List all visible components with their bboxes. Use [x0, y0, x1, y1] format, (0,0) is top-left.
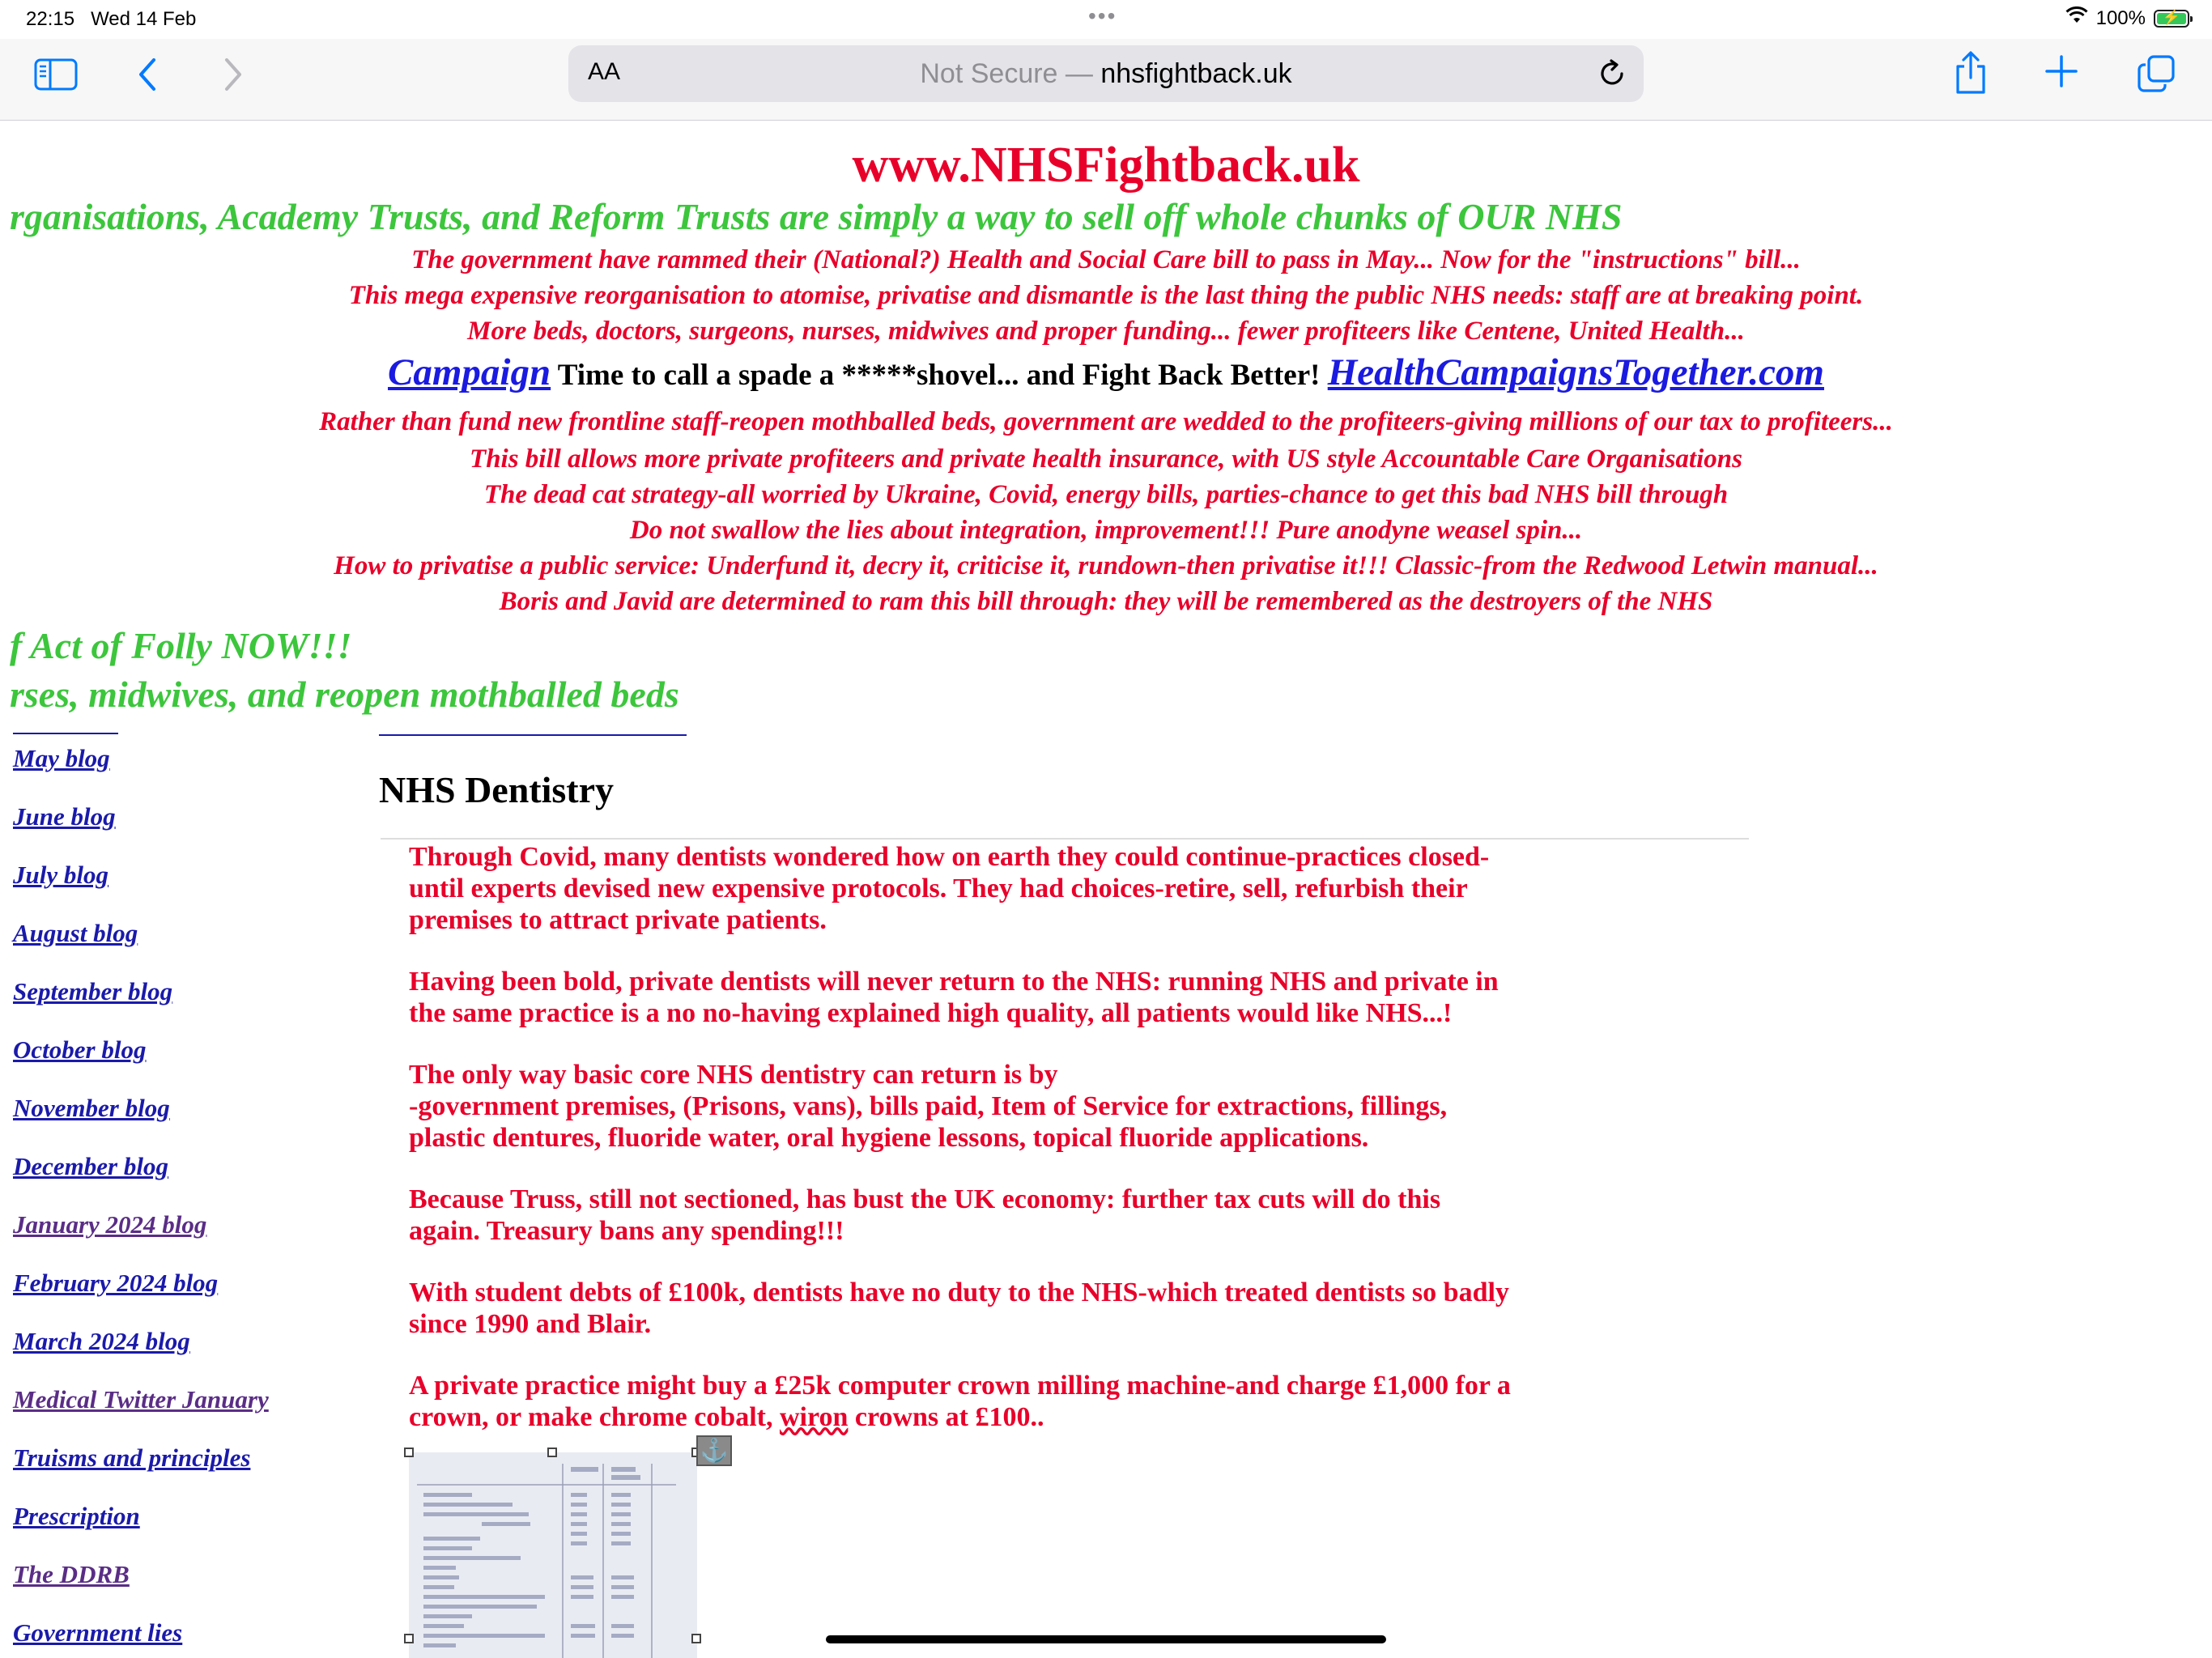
clock-date: Wed 14 Feb: [91, 8, 197, 30]
paragraph-line: -government premises, (Prisons, vans), bills paid, Item of Service for extractions, fillings,: [409, 1091, 1448, 1121]
red-line-9: Boris and Javid are determined to ram this bill through: they will be remembered as the destroyers of the NHS: [499, 587, 1713, 616]
url-display[interactable]: [568, 58, 1644, 90]
marquee-green-3: rses, midwives, and reopen mothballed beds: [10, 674, 679, 715]
sidebar-link[interactable]: July blog: [13, 861, 108, 889]
paragraph-line: premises to attract private patients.: [409, 905, 827, 935]
sidebar-link[interactable]: March 2024 blog: [13, 1327, 190, 1355]
back-icon[interactable]: [138, 57, 157, 92]
paragraph-line: The only way basic core NHS dentistry can return is by: [409, 1060, 1058, 1090]
paragraph-line: Having been bold, private dentists will never return to the NHS: running NHS and private in: [409, 967, 1499, 997]
clipped-sidebar-link[interactable]: [13, 720, 118, 734]
dentistry-body: [409, 841, 1753, 1463]
health-campaigns-link[interactable]: HealthCampaignsTogether.com: [1327, 351, 1824, 393]
sidebar-link[interactable]: January 2024 blog: [13, 1210, 207, 1239]
url-domain: nhsfightback.uk: [1100, 58, 1292, 89]
sidebar-link[interactable]: Medical Twitter January: [13, 1385, 269, 1414]
scanned-document: [409, 1452, 697, 1658]
multitasking-dots[interactable]: •••: [1088, 3, 1117, 28]
battery-percent: 100%: [2095, 6, 2146, 29]
resize-handle-tl[interactable]: [404, 1448, 414, 1457]
paragraph-line: Because Truss, still not sectioned, has bust the UK economy: further tax cuts will do this: [409, 1184, 1441, 1214]
sidebar-link[interactable]: The DDRB: [13, 1560, 130, 1588]
status-time: [26, 8, 196, 31]
paragraph-line: With student debts of £100k, dentists have no duty to the NHS-which treated dentists so badly: [409, 1278, 1509, 1307]
sidebar-link[interactable]: Government lies: [13, 1618, 183, 1647]
clipped-content-link[interactable]: [379, 720, 687, 736]
sidebar-link[interactable]: September blog: [13, 977, 173, 1005]
red-line-2: This mega expensive reorganisation to atomise, privatise and dismantle is the last thing the public NHS needs: staff are at breaking point.: [348, 281, 1864, 310]
sidebar-link[interactable]: August blog: [13, 919, 138, 947]
sidebar-link[interactable]: February 2024 blog: [13, 1269, 219, 1297]
paragraph-line: plastic dentures, fluoride water, oral hygiene lessons, topical fluoride applications.: [409, 1123, 1369, 1153]
sidebar-link[interactable]: Prescription: [13, 1502, 140, 1530]
bolt-icon: ⚡: [2162, 8, 2181, 25]
spellcheck-word[interactable]: wiron: [780, 1402, 849, 1432]
paragraph-line: again. Treasury bans any spending!!!: [409, 1216, 844, 1246]
forward-icon[interactable]: [223, 57, 243, 92]
campaign-line: [0, 351, 2212, 394]
security-label: Not Secure —: [920, 58, 1101, 89]
paragraph-line: since 1990 and Blair.: [409, 1309, 652, 1339]
marquee-green-2: f Act of Folly NOW!!!: [10, 625, 352, 666]
marquee-green-1: rganisations, Academy Trusts, and Reform Trusts are simply a way to sell off whole chunks of OUR NHS: [10, 196, 1623, 237]
reader-options-button[interactable]: AA: [588, 58, 621, 85]
red-line-8: How to privatise a public service: Underfund it, decry it, criticise it, rundown-then privatise it!!! Classic-from the Redwood Letwin manual...: [334, 551, 1878, 580]
red-line-5: This bill allows more private profiteers and private health insurance, with US style Accountable Care Organisations: [470, 444, 1742, 474]
sidebar-link[interactable]: November blog: [13, 1094, 170, 1122]
tabs-icon[interactable]: [2138, 55, 2175, 92]
status-bar: [0, 0, 2212, 39]
last-paragraph-line-2b: crowns at £100..: [848, 1402, 1044, 1432]
paragraph-line: Through Covid, many dentists wondered how on earth they could continue-practices closed-: [409, 842, 1490, 872]
browser-toolbar: [0, 39, 2212, 121]
last-paragraph-line-1: A private practice might buy a £25k computer crown milling machine-and charge £1,000 for a: [409, 1371, 1511, 1401]
sidebar-link[interactable]: June blog: [13, 802, 116, 831]
price-list-image[interactable]: [409, 1452, 697, 1658]
wifi-icon: [2065, 6, 2088, 30]
resize-handle-br[interactable]: [691, 1634, 701, 1643]
home-indicator[interactable]: [826, 1635, 1386, 1643]
campaign-text: Time to call a spade a *****shovel... and Fight Back Better!: [551, 359, 1328, 392]
red-line-6: The dead cat strategy-all worried by Ukraine, Covid, energy bills, parties-chance to get this bad NHS bill through: [483, 480, 1729, 509]
dentistry-paragraph-last: [409, 1370, 1753, 1433]
sidebar-link[interactable]: December blog: [13, 1152, 168, 1180]
dentistry-paragraph: [409, 966, 1753, 1029]
sidebar-link[interactable]: October blog: [13, 1035, 147, 1064]
reload-icon[interactable]: [1597, 58, 1627, 93]
red-line-1: The government have rammed their (National?) Health and Social Care bill to pass in May... Now for the "instructions" bill...: [411, 245, 1801, 274]
dentistry-paragraphs: [409, 841, 1753, 1340]
sidebar-link[interactable]: Truisms and principles: [13, 1443, 251, 1472]
campaign-link[interactable]: Campaign: [388, 351, 551, 393]
resize-handle-tm[interactable]: [547, 1448, 557, 1457]
dentistry-heading: NHS Dentistry: [379, 769, 615, 810]
clock-time: 22:15: [26, 8, 75, 30]
paragraph-line: the same practice is a no no-having explained high quality, all patients would like NHS...!: [409, 998, 1453, 1028]
new-tab-icon[interactable]: [2045, 55, 2078, 87]
web-page: [0, 121, 2212, 1658]
site-title: www.NHSFightback.uk: [852, 138, 1360, 193]
sidebar-link[interactable]: May blog: [13, 744, 110, 772]
dentistry-paragraph: [409, 1277, 1753, 1340]
red-line-4: Rather than fund new frontline staff-reopen mothballed beds, government are wedded to the profiteers-giving millions of our tax to profiteers...: [319, 407, 1893, 436]
battery-charging-icon: [2154, 10, 2189, 28]
anchor-icon[interactable]: ⚓: [696, 1435, 732, 1466]
last-paragraph-line-2a: crown, or make chrome cobalt,: [409, 1402, 780, 1432]
address-bar[interactable]: [568, 45, 1644, 102]
red-line-3: More beds, doctors, surgeons, nurses, midwives and proper funding... fewer profiteers like Centene, United Health...: [467, 317, 1745, 346]
dentistry-paragraph: [409, 1059, 1753, 1154]
dentistry-paragraph: [409, 1184, 1753, 1247]
red-line-7: Do not swallow the lies about integration, improvement!!! Pure anodyne weasel spin...: [629, 516, 1583, 545]
dentistry-paragraph: [409, 841, 1753, 936]
sidebar-icon[interactable]: [34, 58, 78, 91]
paragraph-line: until experts devised new expensive protocols. They had choices-retire, sell, refurbish their: [409, 874, 1468, 903]
share-icon[interactable]: [1953, 50, 1989, 96]
resize-handle-bl[interactable]: [404, 1634, 414, 1643]
